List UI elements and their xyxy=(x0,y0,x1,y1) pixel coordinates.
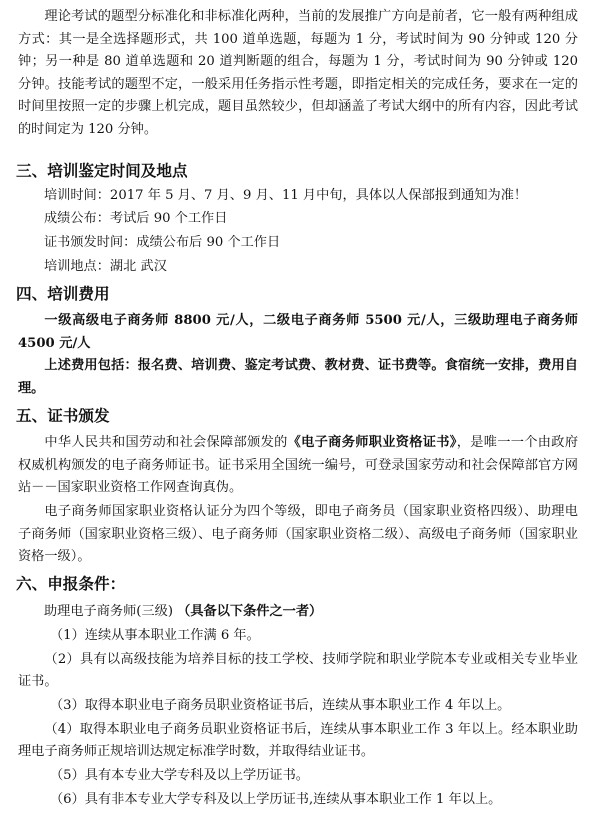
subtitle-bold: （具备以下条件之一者） xyxy=(177,604,323,619)
condition-item: （2）具有以高级技能为培养目标的技工学校、技师学院和职业学院本专业或相关专业毕业证书。 xyxy=(18,652,578,690)
certificate-text-after: ，是唯一一个由政府权威机构颁发的电子商务师证书。证书采用全国统一编号，可登录国家劳动和社会保障部官方网站－－国家职业资格工作网查询真伪。 xyxy=(18,435,579,496)
certificate-paragraph xyxy=(18,432,578,500)
condition-item: （6）具有非本专业大学专科及以上学历证书,连续从事本职业工作 1 年以上。 xyxy=(50,792,502,807)
subtitle-text: 助理电子商务师(三级) xyxy=(44,604,178,619)
condition-item: （3）取得本职业电子商务员职业资格证书后，连续从事本职业工作 4 年以上。 xyxy=(50,698,511,713)
section3-heading: 三、培训鉴定时间及地点 xyxy=(16,162,188,180)
section4-heading: 四、培训费用 xyxy=(16,285,110,303)
condition-item: （4）取得本职业电子商务员职业资格证书后，连续从事本职业工作 3 年以上。经本职业助理电子商务师正规培训达规定标准学时数，并取得结业证书。 xyxy=(18,722,578,760)
certificate-text-before: 中华人民共和国劳动和社会保障部颁发的 xyxy=(44,435,288,450)
assistant-level-subtitle xyxy=(44,601,322,623)
section5-heading: 五、证书颁发 xyxy=(16,407,110,425)
condition-item: （5）具有本专业大学专科及以上学历证书。 xyxy=(50,768,309,783)
fees-includes-paragraph: 上述费用包括：报名费、培训费、鉴定考试费、教材费、证书费等。食宿统一安排，费用自理。 xyxy=(18,358,578,396)
intro-paragraph: 理论考试的题型分标准化和非标准化两种，当前的发展推广方向是前者，它一般有两种组成方式：其一是全选择题形式，共 100 道单选题，每题为 1 分，考试时间为 90 分钟或 120 分钟；另一种是 80 道单选题和 20 道判断题的组合，每题为 1 分，考试时间为 90 分钟或 120 分钟。技能考试的题型不定，一般采用任务指示性考题，即指定相关的完成任务，要求在一定的时间里按照一定的步骤上机完成，题目虽然较少，但却涵盖了考试大纲中的所有内容，因此考试的时间定为 120 分钟。 xyxy=(18,9,578,137)
training-location-line: 培训地点：湖北 武汉 xyxy=(44,259,167,274)
results-publish-line: 成绩公布：考试后 90 个工作日 xyxy=(44,211,228,226)
certificate-levels-paragraph: 电子商务师国家职业资格认证分为四个等级，即电子商务员（国家职业资格四级）、助理电子商务师（国家职业资格三级）、电子商务师（国家职业资格二级）、高级电子商务师（国家职业资格一级）。 xyxy=(18,504,578,565)
certificate-issue-line: 证书颁发时间：成绩公布后 90 个工作日 xyxy=(44,235,281,250)
section6-heading: 六、申报条件： xyxy=(16,575,126,593)
fees-paragraph: 一级高级电子商务师 8800 元/人，二级电子商务师 5500 元/人，三级助理电子商务师 4500 元/人 xyxy=(18,313,578,351)
condition-item: （1）连续从事本职业工作满 6 年。 xyxy=(50,628,260,643)
training-time-line: 培训时间：2017 年 5 月、7 月、9 月、11 月中旬，具体以人保部报到通知为准！ xyxy=(44,188,528,203)
certificate-name: 《电子商务师职业资格证书》 xyxy=(287,435,457,450)
